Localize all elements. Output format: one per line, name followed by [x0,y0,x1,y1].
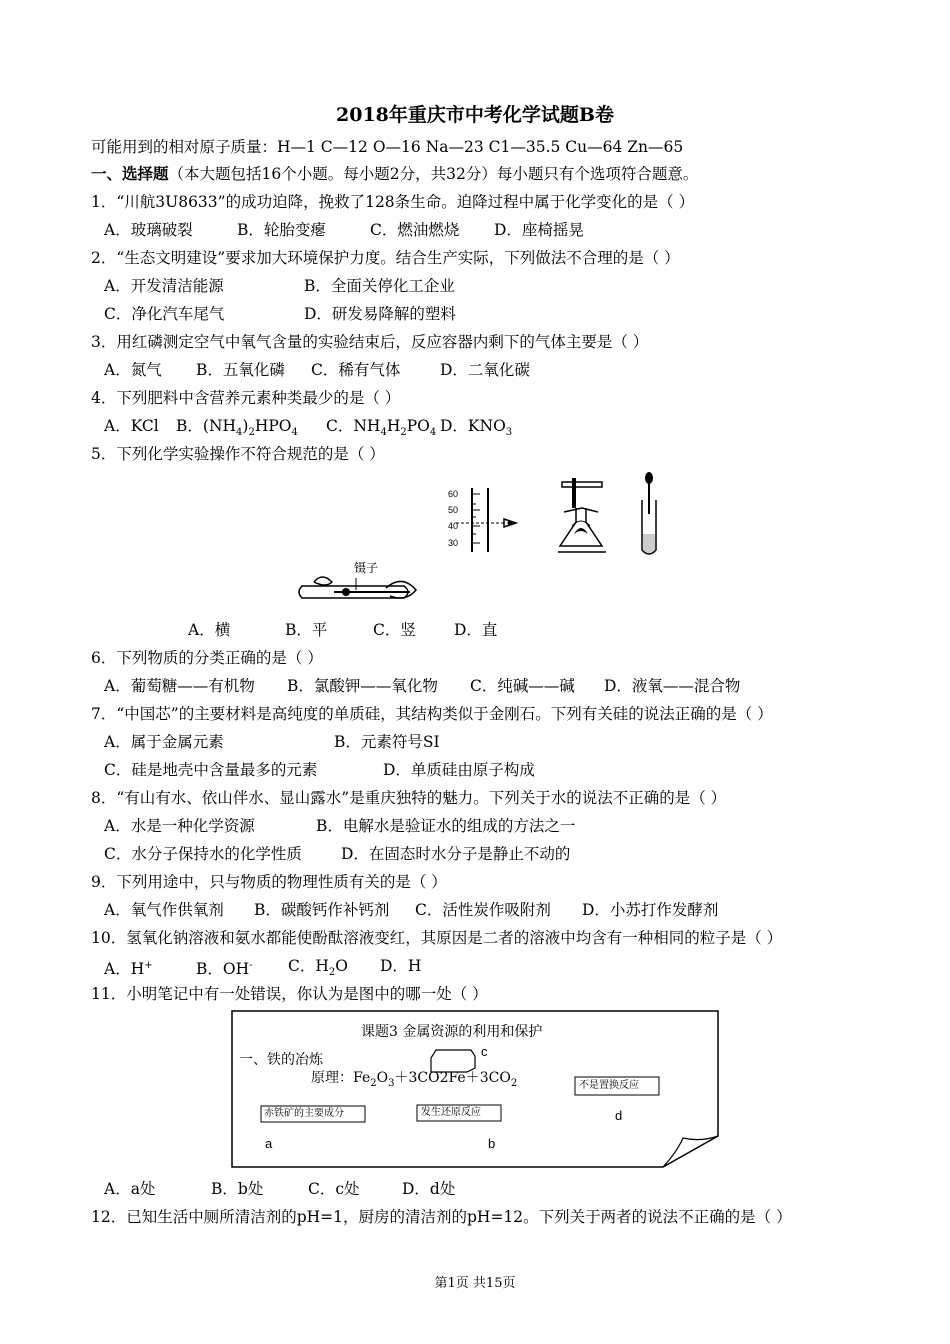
q9-option-a: A．氧气作供氧剂 [104,901,224,919]
scale-tick-60: 60 [448,489,459,499]
note-title: 课题3 金属资源的利用和保护 [361,1024,543,1040]
q10-stem: 10．氢氧化钠溶液和氨水都能使酚酞溶液变红，其原因是二者的溶液中均含有一种相同的粒子是（ ） [91,929,783,947]
q9-option-c: C．活性炭作吸附剂 [415,901,551,919]
q4-option-c: C．$NH_4H_2PO_4$ [326,417,437,439]
q1-option-c: C．燃油燃烧 [370,221,460,239]
section-one-desc: （本大题包括16个小题。每小题2分，共32分）每小题只有个选项符合题意。 [168,165,699,183]
tweezers-label: 镊子 [354,561,379,575]
q6-option-b: B．氯酸钾——氧化物 [287,677,438,695]
q11-option-b: B．b处 [211,1180,264,1198]
q7-stem: 7．“中国芯”的主要材料是高纯度的单质硅，其结构类似于金刚石。下列有关硅的说法正确的是（ ） [91,705,773,723]
q6-stem: 6．下列物质的分类正确的是（ ） [91,649,323,667]
q7-option-b: B．元素符号SI [334,733,440,751]
atomic-mass-line: 可能用到的相对原子质量：H—1 C—12 O—16 Na—23 C1—35.5 Cu—64 Zn—65 [91,138,684,156]
q3-option-c: C．稀有气体 [311,361,401,379]
note-section: 一、铁的冶炼 [239,1052,323,1068]
q3-stem: 3．用红磷测定空气中氧气含量的实验结束后，反应容器内剩下的气体主要是（ ） [91,333,649,351]
page-footer: 第1页 共15页 [434,1276,516,1291]
q1-option-a: A．玻璃破裂 [104,221,193,239]
q11-option-d: D．d处 [402,1180,456,1198]
q2-stem: 2．“生态文明建设”要求加大环境保护力度。结合生产实际，下列做法不合理的是（ ） [91,249,680,267]
q12-stem: 12．已知生活中厕所清洁剂的pH=1，厨房的清洁剂的pH=12。下列关于两者的说法不正确的是（ ） [91,1208,792,1226]
callout-d: 不是置换反应 [579,1080,639,1091]
q10-option-b: B．OH- [196,960,253,979]
flask-heating-figure [552,478,612,558]
q8-stem: 8．“有山有水、依山伴水、显山露水”是重庆独特的魅力。下列关于水的说法不正确的是（ ） [91,789,727,807]
q11-stem: 11．小明笔记中有一处错误，你认为是图中的哪一处（ ） [91,985,488,1003]
q11-option-c: C．c处 [308,1180,360,1198]
q11-option-a: A．a处 [104,1180,156,1198]
q8-option-a: A．水是一种化学资源 [104,817,255,835]
q7-option-c: C．硅是地壳中含量最多的元素 [104,761,318,779]
q10-option-a: A．H+ [104,960,153,979]
mark-c: c [481,1044,488,1059]
q5-stem: 5．下列化学实验操作不符合规范的是（ ） [91,445,385,463]
q3-option-b: B．五氧化磷 [196,361,285,379]
q9-option-d: D．小苏打作发酵剂 [582,901,719,919]
q10-option-d: D．H [380,957,422,975]
q9-stem: 9．下列用途中，只与物质的物理性质有关的是（ ） [91,873,447,891]
callout-a: 赤铁矿的主要成分 [264,1108,344,1119]
q4-stem: 4．下列肥料中含营养元素种类最少的是（ ） [91,389,401,407]
q2-option-d: D．研发易降解的塑料 [304,305,456,323]
mark-b: b [488,1136,496,1151]
note-principle: 原理：$Fe_2O_3+3CO2Fe+3CO_2$ [311,1070,518,1089]
q9-option-b: B．碳酸钙作补钙剂 [254,901,390,919]
q6-option-c: C．纯碱——碱 [470,677,575,695]
q4-option-b: B．$(NH_4)_2HPO_4$ [176,417,298,439]
q8-option-d: D．在固态时水分子是静止不动的 [341,845,571,863]
q8-option-c: C．水分子保持水的化学性质 [104,845,302,863]
q6-option-a: A．葡萄糖——有机物 [104,677,255,695]
q3-option-a: A．氮气 [104,361,162,379]
q5-option-b: B．平 [285,621,328,639]
note-figure [231,1010,719,1168]
scale-tick-50: 50 [448,505,459,515]
q5-option-d: D．直 [454,621,498,639]
q2-option-c: C．净化汽车尾气 [104,305,225,323]
scale-tick-30: 30 [448,538,459,548]
q5-option-c: C．竖 [373,621,416,639]
q4-option-a: A．KCl [104,417,159,435]
section-one-header [91,164,698,184]
tweezers-tube-figure [294,568,424,608]
q7-option-a: A．属于金属元素 [104,733,224,751]
dropper-figure [632,470,666,558]
section-one-label: 一、选择题 [91,164,169,183]
q5-option-a: A．横 [188,621,231,639]
q10-option-c: C．$H_2O$ [288,957,348,979]
mark-a: a [265,1136,273,1151]
q6-option-d: D．液氧——混合物 [604,677,741,695]
q2-option-a: A．开发清洁能源 [104,277,224,295]
page-title: 2018年重庆市中考化学试题B卷 [336,104,614,126]
scale-tick-40: 40 [448,521,459,531]
q8-option-b: B．电解水是验证水的组成的方法之一 [316,817,576,835]
q1-stem: 1．“川航3U8633”的成功迫降，挽救了128条生命。迫降过程中属于化学变化的是（ ） [91,193,695,211]
q1-option-b: B．轮胎变瘪 [237,221,326,239]
mark-d: d [615,1108,623,1123]
q1-option-d: D．座椅摇晃 [494,221,584,239]
q4-option-d: D．$KNO_3$ [440,417,513,439]
cylinder-reading-figure [446,482,526,556]
q3-option-d: D．二氧化碳 [440,361,530,379]
q2-option-b: B．全面关停化工企业 [304,277,455,295]
q7-option-d: D．单质硅由原子构成 [383,761,535,779]
callout-b: 发生还原反应 [421,1107,481,1118]
